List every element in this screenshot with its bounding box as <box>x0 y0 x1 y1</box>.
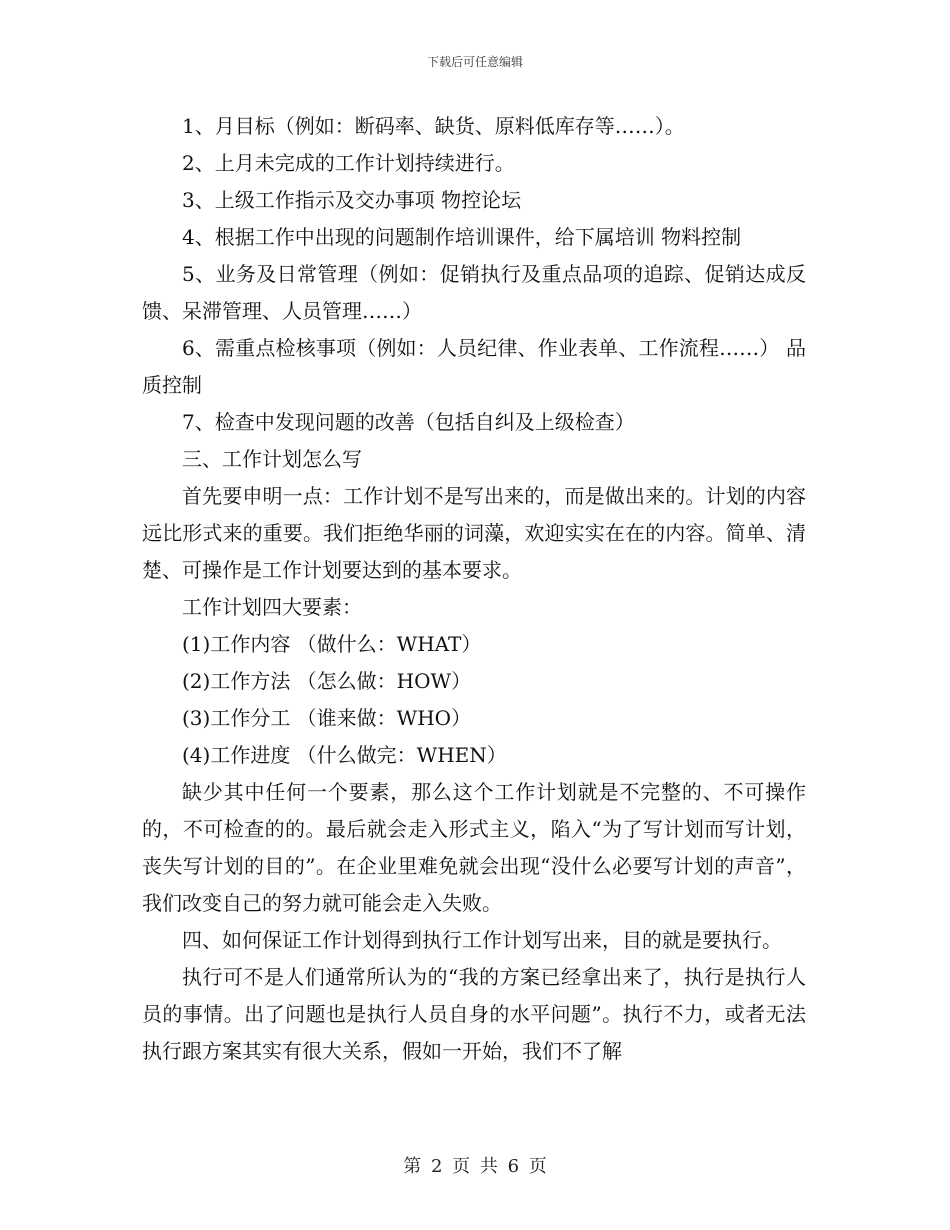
page-header: 下载后可任意编辑 <box>426 55 523 69</box>
page-number: 第 2 页 共 6 页 <box>403 1156 547 1177</box>
list-item-training: 4、根据工作中出现的问题制作培训课件，给下属培训 物料控制 <box>182 225 742 249</box>
section-heading-how-to-write: 三、工作计划怎么写 <box>182 447 362 471</box>
paragraph-statement: 首先要申明一点：工作计划不是写出来的，而是做出来的。计划的内容远比形式来的重要。我们拒绝华丽的词藻，欢迎实实在在的内容。简单、清楚、可操作是工作计划要达到的基本要求。 <box>142 484 806 582</box>
list-item-daily-management: 5、业务及日常管理（例如：促销执行及重点品项的追踪、促销达成反馈、呆滞管理、人员管理……） <box>142 262 806 323</box>
paragraph-missing-elements: 缺少其中任何一个要素，那么这个工作计划就是不完整的、不可操作的，不可检查的的。最后就会走入形式主义，陷入“为了写计划而写计划，丧失写计划的目的”。在企业里难免就会出现“没什么必要写计划的声音”，我们改变自己的努力就可能会走入失败。 <box>142 780 806 915</box>
list-item-unfinished-plan: 2、上月未完成的工作计划持续进行。 <box>182 151 515 175</box>
document-body <box>142 108 806 1070</box>
list-item-superior-instructions: 3、上级工作指示及交办事项 物控论坛 <box>182 188 522 212</box>
list-item-monthly-target: 1、月目标（例如：断码率、缺货、原料低库存等……）。 <box>182 114 685 138</box>
paragraph-execution: 执行可不是人们通常所认为的“我的方案已经拿出来了，执行是执行人员的事情。出了问题也是执行人员自身的水平问题”。执行不力，或者无法执行跟方案其实有很大关系，假如一开始，我们不了解 <box>142 965 806 1063</box>
element-item-who: (3)工作分工 （谁来做：WHO） <box>182 706 472 730</box>
element-item-how: (2)工作方法 （怎么做：HOW） <box>182 669 472 693</box>
paragraph-four-elements-intro: 工作计划四大要素： <box>182 595 362 619</box>
element-item-when: (4)工作进度 （什么做完：WHEN） <box>182 743 507 767</box>
section-heading-execution: 四、如何保证工作计划得到执行工作计划写出来，目的就是要执行。 <box>182 928 782 952</box>
list-item-key-checks: 6、需重点检核事项（例如：人员纪律、作业表单、工作流程……） 品质控制 <box>142 336 806 397</box>
element-item-what: (1)工作内容 （做什么：WHAT） <box>182 632 482 656</box>
list-item-improvement: 7、检查中发现问题的改善（包括自纠及上级检查） <box>182 410 635 434</box>
